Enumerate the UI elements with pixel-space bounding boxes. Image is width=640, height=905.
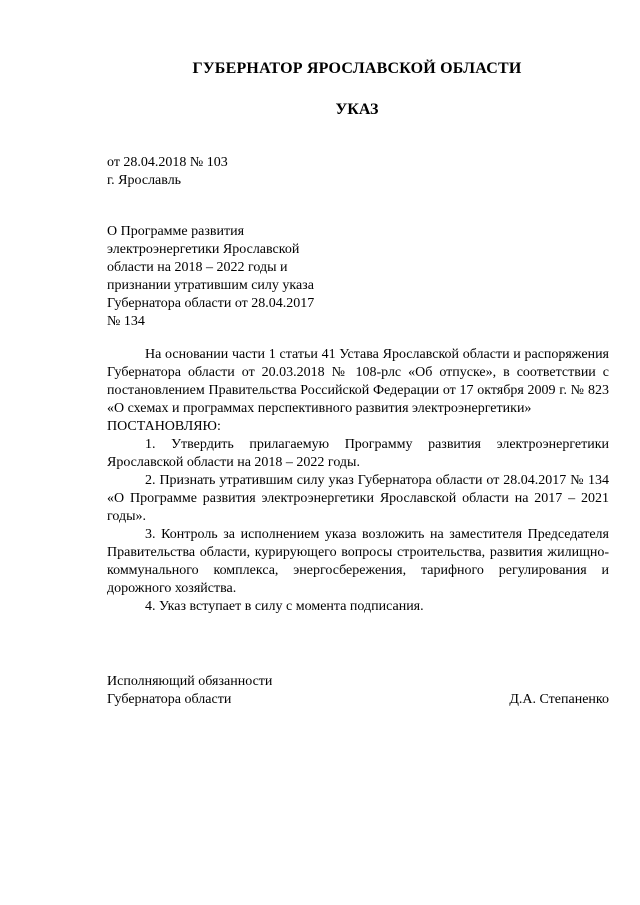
subject-line: О Программе развития [107, 224, 245, 239]
date-number: от 28.04.2018 № 103 [107, 155, 228, 170]
subject-line: области на 2018 – 2022 годы и [107, 260, 288, 275]
subject-line: признании утратившим силу указа [107, 278, 314, 293]
subject-line: № 134 [107, 314, 145, 329]
decree-item: 2. Признать утратившим силу указ Губернатора области от 28.04.2017 № 134 «О Программе развития электроэнергетики Ярославской области на 2017 – 2021 годы». [107, 473, 609, 524]
preamble-paragraph: На основании части 1 статьи 41 Устава Ярославской области и распоряжения Губернатора области от 20.03.2018 № 108-рлс «Об отпуске», в соответствии с постановлением Правительства Российской Федерации от 17 октября 2009 г. № 823 «О схемах и программах перспективного развития электроэнергетики» [107, 347, 609, 416]
signatory-position: Исполняющий обязанности [107, 674, 273, 689]
issuer-title: ГУБЕРНАТОР ЯРОСЛАВСКОЙ ОБЛАСТИ [192, 60, 522, 77]
signature-block [107, 673, 609, 709]
decree-item: 1. Утвердить прилагаемую Программу развития электроэнергетики Ярославской области на 2018 – 2022 годы. [107, 437, 609, 470]
decree-item: 3. Контроль за исполнением указа возложить на заместителя Председателя Правительства области, курирующего вопросы строительства, развития жилищно-коммунального комплекса, энергосбережения, тарифного регулирования и дорожного хозяйства. [107, 527, 609, 596]
subject-line: Губернатора области от 28.04.2017 [107, 296, 315, 311]
signatory-name: Д.А. Степаненко [509, 692, 609, 707]
document-type: УКАЗ [335, 101, 379, 118]
decree-item: 4. Указ вступает в силу с момента подписания. [145, 599, 424, 614]
city: г. Ярославль [107, 173, 182, 188]
signature-row [107, 691, 609, 709]
document-subject [107, 223, 347, 331]
document-meta [107, 154, 228, 190]
subject-line: электроэнергетики Ярославской [107, 242, 300, 257]
decree-word: ПОСТАНОВЛЯЮ: [107, 419, 221, 434]
signatory-position-continued: Губернатора области [107, 692, 232, 707]
document-body [107, 346, 609, 616]
